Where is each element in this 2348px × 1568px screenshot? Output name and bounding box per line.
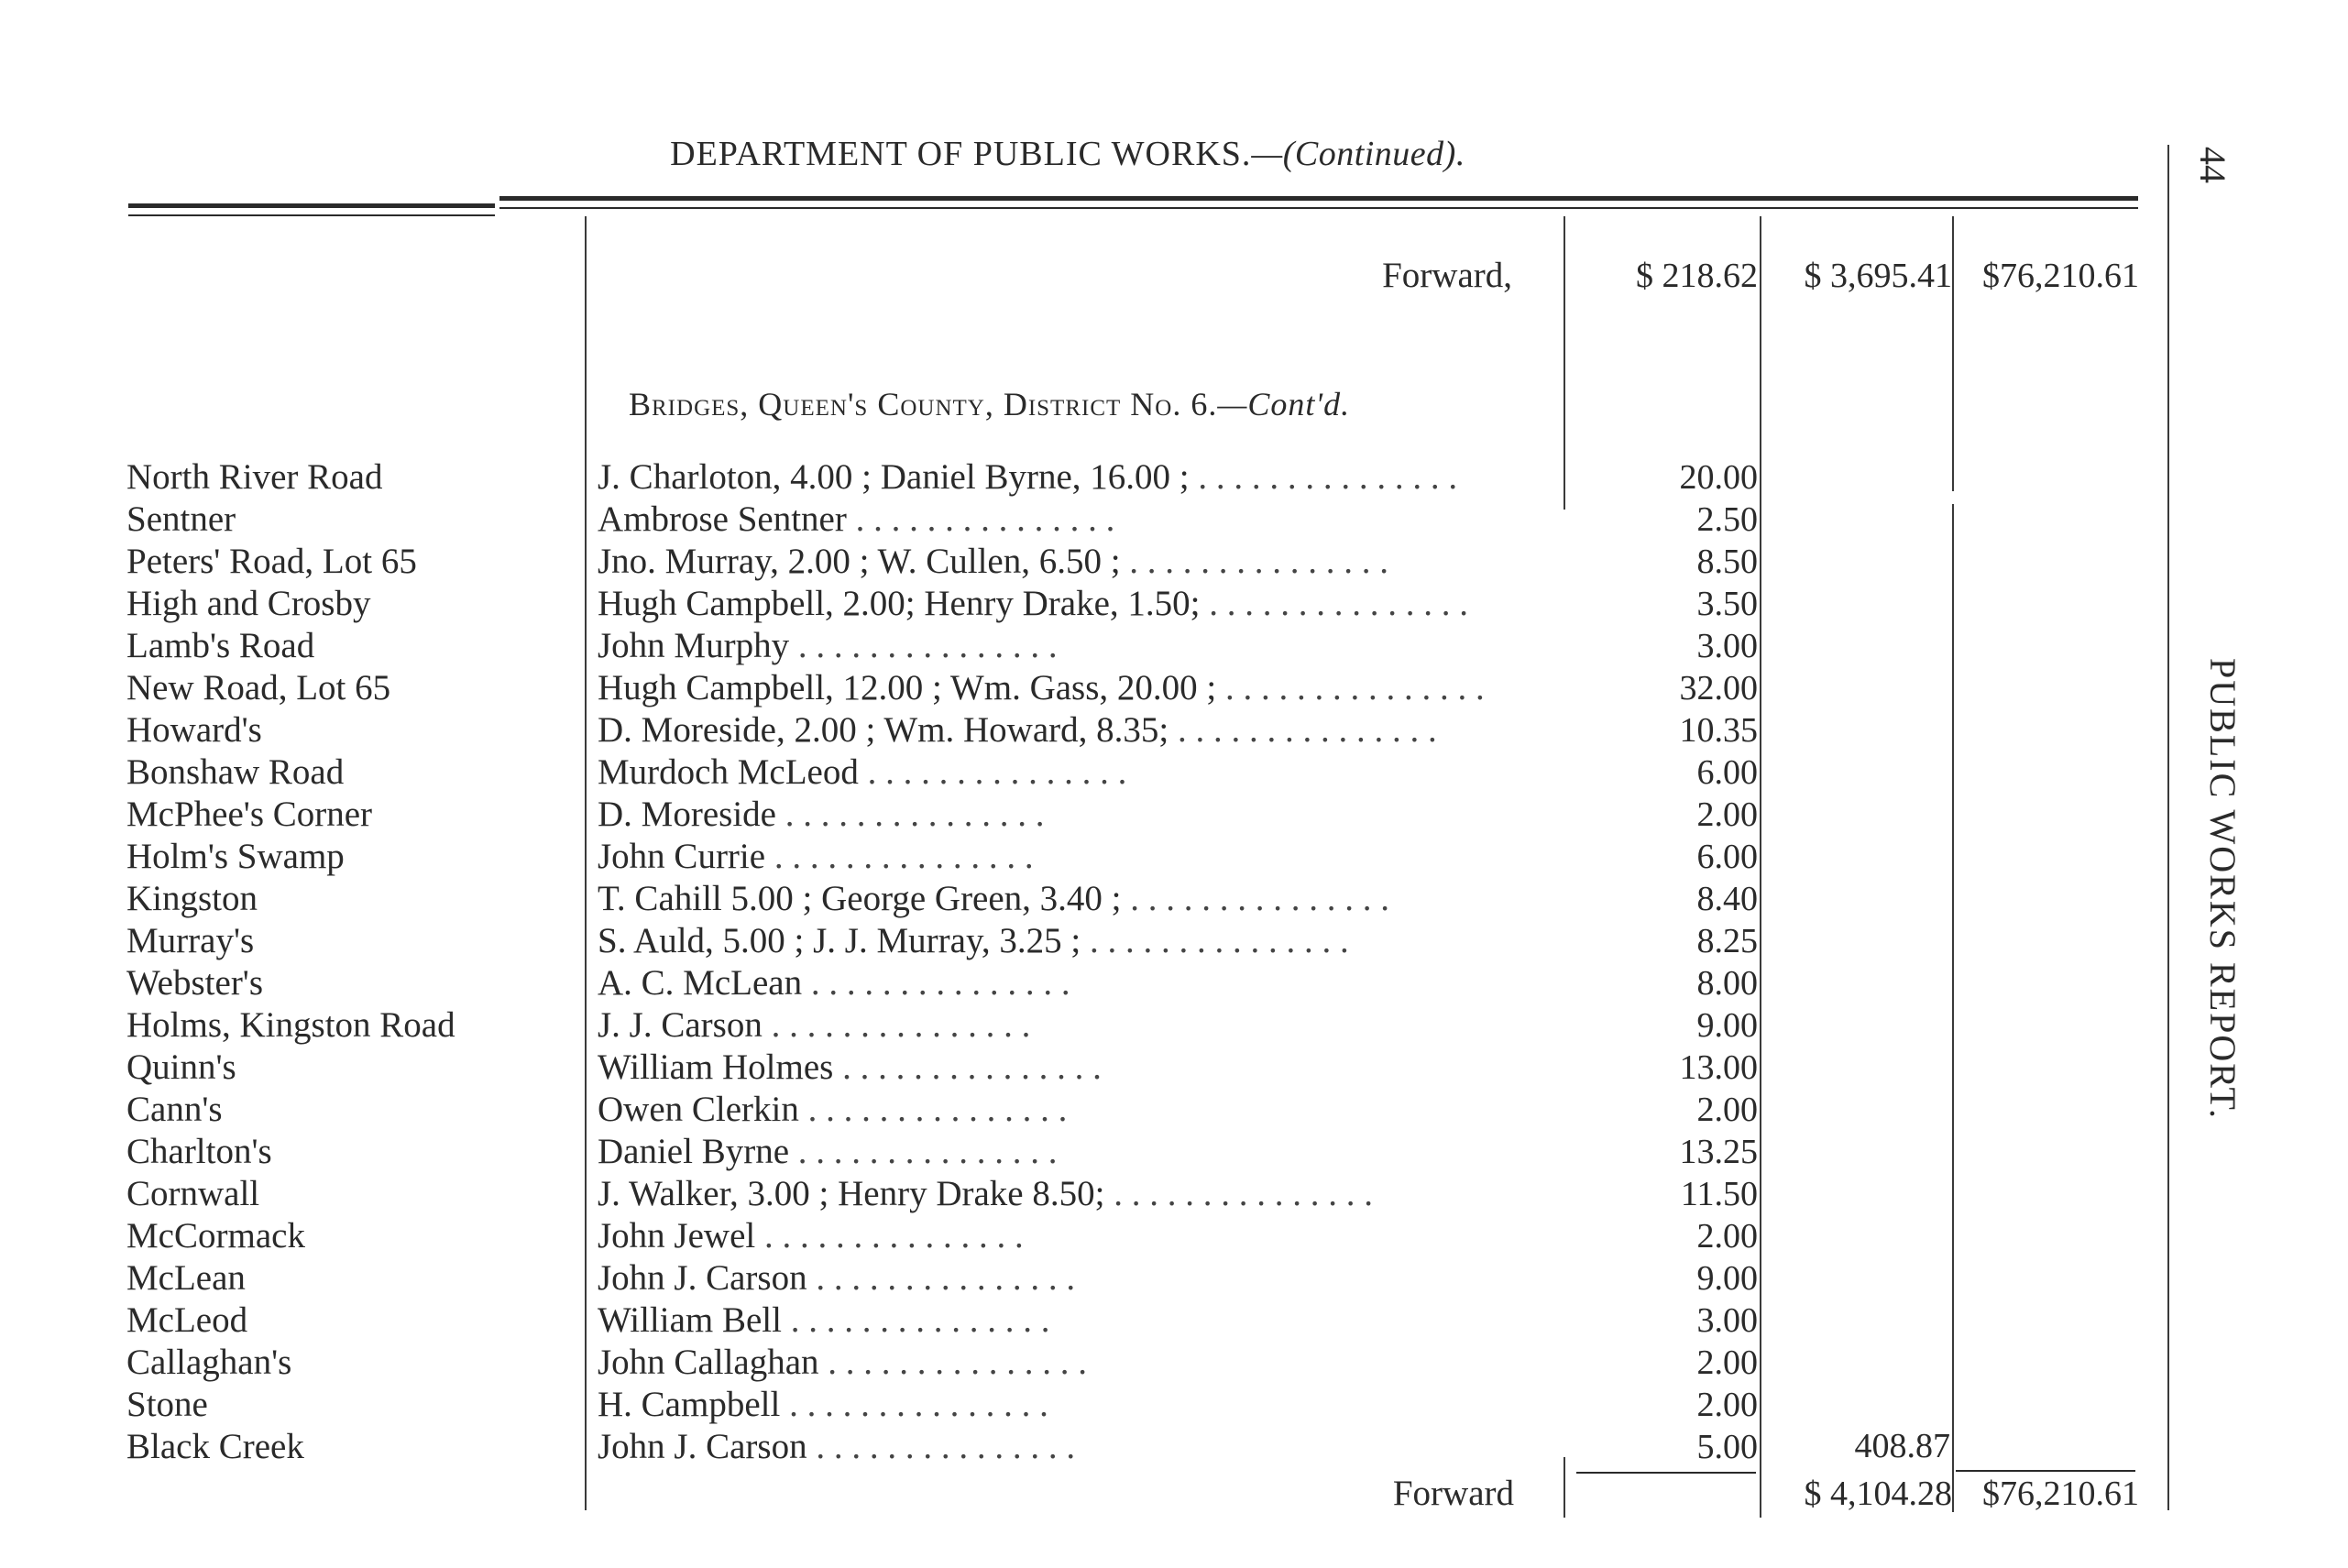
header-rule-right-thin bbox=[499, 207, 2138, 209]
column-rule-4b bbox=[1952, 504, 1954, 1512]
row-payee-text: William Bell bbox=[598, 1300, 782, 1340]
row-amount: 3.00 bbox=[1696, 1301, 1758, 1340]
row-payee-text: William Holmes bbox=[598, 1047, 834, 1087]
row-place: Cornwall bbox=[126, 1174, 260, 1213]
row-payee-text: John J. Carson bbox=[598, 1258, 807, 1298]
section-total: 408.87 bbox=[1854, 1427, 1950, 1465]
header-rule-left-thin bbox=[128, 214, 495, 216]
row-payee-text: Hugh Campbell, 2.00; Henry Drake, 1.50; bbox=[598, 584, 1201, 623]
row-place: McCormack bbox=[126, 1216, 305, 1255]
row-payee bbox=[598, 962, 1547, 1004]
forward-top-col3: $76,210.61 bbox=[1982, 257, 2139, 295]
row-payee-text: Ambrose Sentner bbox=[598, 499, 847, 539]
row-payee-text: Jno. Murray, 2.00 ; W. Cullen, 6.50 ; bbox=[598, 542, 1121, 581]
row-place: Webster's bbox=[126, 963, 264, 1003]
row-payee bbox=[598, 456, 1547, 499]
row-payee-text: J. Charloton, 4.00 ; Daniel Byrne, 16.00 ; bbox=[598, 457, 1190, 497]
row-place: Bonshaw Road bbox=[126, 752, 345, 792]
row-amount: 8.00 bbox=[1696, 964, 1758, 1003]
row-place: Lamb's Road bbox=[126, 626, 315, 665]
row-payee bbox=[598, 709, 1547, 751]
row-payee-text: D. Moreside, 2.00 ; Wm. Howard, 8.35; bbox=[598, 710, 1169, 750]
section-heading bbox=[629, 385, 1350, 423]
section-heading-continued: —Cont'd. bbox=[1217, 386, 1351, 422]
row-leader-dots: . . . . . . . . . . . . . . . bbox=[798, 1090, 1068, 1129]
row-payee-text: John Jewel bbox=[598, 1216, 756, 1255]
row-place: North River Road bbox=[126, 457, 383, 497]
row-payee-text: S. Auld, 5.00 ; J. J. Murray, 3.25 ; bbox=[598, 921, 1081, 960]
row-amount: 2.00 bbox=[1696, 1091, 1758, 1129]
row-payee bbox=[598, 1215, 1547, 1257]
row-amount: 8.25 bbox=[1696, 922, 1758, 960]
row-amount: 3.00 bbox=[1696, 627, 1758, 665]
row-amount: 6.00 bbox=[1696, 838, 1758, 876]
row-leader-dots: . . . . . . . . . . . . . . . bbox=[781, 1300, 1050, 1340]
row-leader-dots: . . . . . . . . . . . . . . . bbox=[833, 1047, 1102, 1087]
row-payee bbox=[598, 499, 1547, 541]
row-payee-text: H. Campbell bbox=[598, 1385, 781, 1424]
row-leader-dots: . . . . . . . . . . . . . . . bbox=[1189, 457, 1458, 497]
row-amount: 2.00 bbox=[1696, 1343, 1758, 1382]
row-place: Quinn's bbox=[126, 1047, 236, 1087]
page-edge-rule bbox=[2167, 145, 2169, 1510]
row-payee bbox=[598, 1173, 1547, 1215]
row-leader-dots: . . . . . . . . . . . . . . . bbox=[846, 499, 1115, 539]
row-leader-dots: . . . . . . . . . . . . . . . bbox=[780, 1385, 1048, 1424]
page-number: 44 bbox=[2192, 147, 2234, 183]
row-amount: 8.40 bbox=[1696, 880, 1758, 918]
row-leader-dots: . . . . . . . . . . . . . . . bbox=[806, 1427, 1076, 1466]
row-amount: 2.00 bbox=[1696, 1217, 1758, 1255]
row-payee bbox=[598, 1426, 1547, 1468]
row-payee bbox=[598, 625, 1547, 667]
row-leader-dots: . . . . . . . . . . . . . . . bbox=[1121, 879, 1390, 918]
total-rule-amount bbox=[1576, 1472, 1756, 1474]
page-header bbox=[0, 134, 2135, 174]
row-place: Murray's bbox=[126, 921, 255, 960]
forward-top-col2: $ 3,695.41 bbox=[1804, 257, 1952, 295]
row-amount: 20.00 bbox=[1679, 458, 1758, 497]
column-rule-1 bbox=[585, 216, 587, 1510]
row-leader-dots: . . . . . . . . . . . . . . . bbox=[765, 837, 1034, 876]
row-place: Charlton's bbox=[126, 1132, 272, 1171]
row-amount: 9.00 bbox=[1696, 1259, 1758, 1298]
row-leader-dots: . . . . . . . . . . . . . . . bbox=[1216, 668, 1485, 707]
row-payee bbox=[598, 1131, 1547, 1173]
row-place: Peters' Road, Lot 65 bbox=[126, 542, 417, 581]
row-place: Cann's bbox=[126, 1090, 223, 1129]
row-place: High and Crosby bbox=[126, 584, 371, 623]
header-continued: —(Continued). bbox=[1251, 135, 1465, 173]
row-payee bbox=[598, 1089, 1547, 1131]
row-payee bbox=[598, 878, 1547, 920]
row-payee bbox=[598, 583, 1547, 625]
row-place: Holm's Swamp bbox=[126, 837, 345, 876]
row-payee bbox=[598, 1342, 1547, 1384]
row-place: McPhee's Corner bbox=[126, 795, 373, 834]
row-payee bbox=[598, 1004, 1547, 1047]
forward-bottom-col3: $76,210.61 bbox=[1982, 1475, 2139, 1513]
row-payee bbox=[598, 794, 1547, 836]
row-amount: 8.50 bbox=[1696, 543, 1758, 581]
forward-bottom-col2: $ 4,104.28 bbox=[1804, 1475, 1952, 1513]
row-leader-dots: . . . . . . . . . . . . . . . bbox=[1120, 542, 1389, 581]
row-payee bbox=[598, 667, 1547, 709]
row-amount: 2.00 bbox=[1696, 1386, 1758, 1424]
row-leader-dots: . . . . . . . . . . . . . . . bbox=[1169, 710, 1437, 750]
row-leader-dots: . . . . . . . . . . . . . . . bbox=[1081, 921, 1349, 960]
row-leader-dots: . . . . . . . . . . . . . . . bbox=[818, 1343, 1088, 1382]
row-payee-text: J. Walker, 3.00 ; Henry Drake 8.50; bbox=[598, 1174, 1105, 1213]
row-place: Black Creek bbox=[126, 1427, 304, 1466]
row-place: Kingston bbox=[126, 879, 258, 918]
row-payee-text: John Callaghan bbox=[598, 1343, 819, 1382]
forward-bottom-label: Forward bbox=[1392, 1474, 1514, 1513]
row-payee bbox=[598, 1299, 1547, 1342]
row-leader-dots: . . . . . . . . . . . . . . . bbox=[762, 1005, 1031, 1045]
row-payee bbox=[598, 836, 1547, 878]
row-leader-dots: . . . . . . . . . . . . . . . bbox=[806, 1258, 1076, 1298]
section-heading-text: Bridges, Queen's County, District No. 6. bbox=[629, 386, 1218, 422]
row-place: Sentner bbox=[126, 499, 236, 539]
row-place: Callaghan's bbox=[126, 1343, 292, 1382]
row-payee-text: J. J. Carson bbox=[598, 1005, 763, 1045]
column-rule-3 bbox=[1760, 216, 1761, 1518]
row-payee-text: D. Moreside bbox=[598, 795, 776, 834]
row-amount: 10.35 bbox=[1679, 711, 1758, 750]
row-leader-dots: . . . . . . . . . . . . . . . bbox=[1104, 1174, 1373, 1213]
row-amount: 13.00 bbox=[1679, 1048, 1758, 1087]
forward-top-label: Forward, bbox=[1382, 256, 1512, 295]
row-place: McLean bbox=[126, 1258, 246, 1298]
header-rule-right-thick bbox=[499, 196, 2138, 201]
row-leader-dots: . . . . . . . . . . . . . . . bbox=[789, 1132, 1058, 1171]
row-payee bbox=[598, 1047, 1547, 1089]
row-amount: 2.00 bbox=[1696, 795, 1758, 834]
row-place: Stone bbox=[126, 1385, 208, 1424]
side-running-title: PUBLIC WORKS REPORT. bbox=[2202, 658, 2244, 1120]
row-payee-text: John Murphy bbox=[598, 626, 790, 665]
row-amount: 3.50 bbox=[1696, 585, 1758, 623]
column-rule-4 bbox=[1952, 216, 1954, 491]
row-place: Holms, Kingston Road bbox=[126, 1005, 455, 1045]
row-amount: 5.00 bbox=[1696, 1428, 1758, 1466]
row-leader-dots: . . . . . . . . . . . . . . . bbox=[755, 1216, 1024, 1255]
row-payee-text: A. C. McLean bbox=[598, 963, 803, 1003]
row-amount: 13.25 bbox=[1679, 1133, 1758, 1171]
row-leader-dots: . . . . . . . . . . . . . . . bbox=[789, 626, 1058, 665]
row-payee-text: Owen Clerkin bbox=[598, 1090, 799, 1129]
row-payee bbox=[598, 920, 1547, 962]
row-payee bbox=[598, 541, 1547, 583]
row-amount: 32.00 bbox=[1679, 669, 1758, 707]
row-payee-text: Hugh Campbell, 12.00 ; Wm. Gass, 20.00 ; bbox=[598, 668, 1217, 707]
total-rule-col3 bbox=[1956, 1470, 2135, 1472]
row-amount: 11.50 bbox=[1680, 1175, 1758, 1213]
forward-top-col1: $ 218.62 bbox=[1636, 257, 1758, 295]
row-amount: 2.50 bbox=[1696, 500, 1758, 539]
header-rule-left-thick bbox=[128, 203, 495, 208]
row-payee bbox=[598, 1257, 1547, 1299]
row-leader-dots: . . . . . . . . . . . . . . . bbox=[1200, 584, 1468, 623]
row-payee-text: Murdoch McLeod bbox=[598, 752, 859, 792]
row-amount: 9.00 bbox=[1696, 1006, 1758, 1045]
row-payee-text: Daniel Byrne bbox=[598, 1132, 790, 1171]
header-title: DEPARTMENT OF PUBLIC WORKS. bbox=[670, 135, 1252, 173]
row-leader-dots: . . . . . . . . . . . . . . . bbox=[858, 752, 1127, 792]
row-payee bbox=[598, 1384, 1547, 1426]
row-place: Howard's bbox=[126, 710, 262, 750]
row-payee-text: John J. Carson bbox=[598, 1427, 807, 1466]
row-payee-text: T. Cahill 5.00 ; George Green, 3.40 ; bbox=[598, 879, 1122, 918]
row-payee bbox=[598, 751, 1547, 794]
row-leader-dots: . . . . . . . . . . . . . . . bbox=[802, 963, 1070, 1003]
row-leader-dots: . . . . . . . . . . . . . . . bbox=[775, 795, 1045, 834]
row-amount: 6.00 bbox=[1696, 753, 1758, 792]
row-payee-text: John Currie bbox=[598, 837, 766, 876]
row-place: New Road, Lot 65 bbox=[126, 668, 391, 707]
row-place: McLeod bbox=[126, 1300, 248, 1340]
